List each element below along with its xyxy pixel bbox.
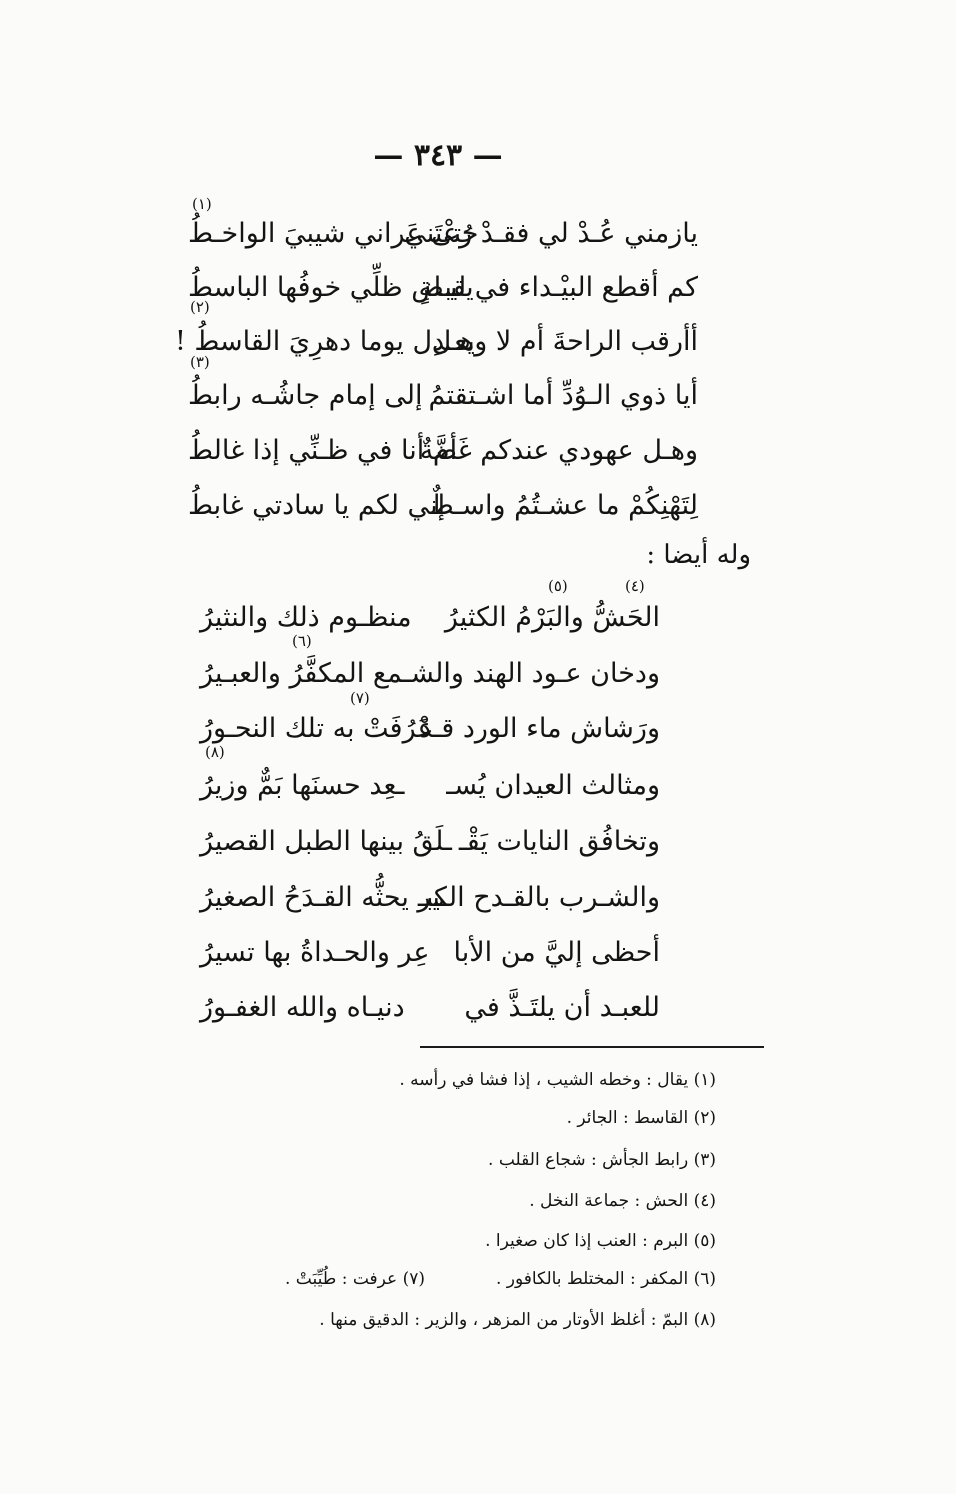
verse-second-hemistich: ـير يحثُّه القـدَحُ الصغيرُ [200,882,449,913]
verse-first-hemistich: لِتَهْنِكُمْ ما عشـتُمُ واسـطٌ [428,490,698,521]
poem1-verse-5 [188,425,698,477]
verse-second-hemistich: ـمع المكفَّرُ والعبـيرُ [200,658,411,689]
footnote-marker: (٨) [205,743,225,761]
verse-first-hemistich: أحظى إليَّ من الأبا [453,937,660,968]
verse-first-hemistich: وتخافُق النايات يَقْـ [458,826,660,857]
verse-second-hemistich: إلى إمام جاشُـه رابطُ [188,380,423,411]
verse-first-hemistich: وهـل عهودي عندكم غَضَّةٌ [419,435,698,466]
verse-first-hemistich: كم أقطع البيْـداء في ليـلةٍ [418,272,698,303]
verse-first-hemistich: أيا ذوي الـوُدِّ أما اشـتقتمُ [428,380,698,411]
section-heading: وله أيضا : [646,540,751,570]
verse-second-hemistich: إني لكم يا سادتي غابطُ [188,490,446,521]
verse-second-hemistich: ـلَقُ بينها الطبل القصيرُ [200,826,452,857]
footnote-3: (٣) رابط الجأش : شجاع القلب . [488,1150,716,1170]
footnote-marker: (١) [192,195,212,213]
verse-second-hemistich: يقبض ظلِّي خوفُها الباسطُ [188,272,474,303]
verse-second-hemistich: منظـوم ذلك والنثيرُ [200,602,412,633]
verse-first-hemistich: ورَشاش ماء الورد قـدْ [419,713,660,744]
poem1-verse-3 [175,316,698,371]
verse-second-hemistich: أم أنا في ظـنِّي إذا غالطُ [188,435,458,466]
footnote-7: (٧) عرفت : طُيِّبَتْ . [285,1269,425,1289]
verse-first-hemistich: والشـرب بالقـدح الكبـ [417,882,660,913]
footnote-marker: (٥) [548,577,568,595]
verse-first-hemistich: للعبـد أن يلتَـذَّ في [464,992,660,1023]
poem2-verse-1 [200,592,660,644]
footnote-8: (٨) البمّ : أغلظ الأوتار من المزهر ، والزير : الدقيق منها . [319,1310,716,1330]
poem1-verse-4 [188,370,698,422]
footnote-divider [420,1046,764,1048]
verse-second-hemistich: يعـدِل يوما دهرِيَ القاسطُ ! [175,326,475,357]
poem2-verse-5 [200,816,660,868]
verse-first-hemistich: ومثالث العيدان يُسـ [446,770,660,801]
poem2-verse-6 [200,872,660,924]
verse-second-hemistich: عِر والحـداةُ بها تسيرُ [200,937,430,968]
verse-second-hemistich: حتى عَراني شيبيَ الواخـطُ [188,218,479,249]
verse-first-hemistich: ودخان عـود الهند والشـ [403,658,660,689]
footnote-2: (٢) القاسط : الجائر . [566,1108,716,1128]
verse-second-hemistich: ـعِد حسنَها بَمٌّ وزيرُ [200,770,405,801]
poem2-verse-2 [200,648,660,700]
poem2-verse-8 [200,982,660,1034]
poem1-verse-1 [188,208,698,260]
verse-second-hemistich: عَرُفَتْ به تلك النحـورُ [200,713,434,744]
verse-first-hemistich: الحَشُّ والبَرْمُ الكثيرُ [444,602,660,633]
page-number: — ٣٤٣ — [373,138,503,173]
poem2-verse-3 [200,703,660,755]
footnote-marker: (٧) [350,689,370,707]
poem2-verse-4 [200,760,660,812]
poem2-verse-7 [200,927,660,979]
footnote-6: (٦) المكفر : المختلط بالكافور . [495,1269,716,1289]
poem1-verse-2 [188,262,698,314]
poem1-verse-6 [188,480,698,532]
verse-first-hemistich: يازمني عُـدْ لي فقـدْ رُعْتَني [404,218,698,249]
footnote-marker: (٦) [292,632,312,650]
footnote-marker: (٤) [625,577,645,595]
footnote-5: (٥) البرم : العنب إذا كان صغيرا . [485,1231,716,1251]
footnote-marker: (٣) [190,353,210,371]
verse-second-hemistich: دنيـاه والله الغفـورُ [200,992,405,1023]
verse-first-hemistich: أأرقب الراحةَ أم لا وهـل [431,326,698,357]
footnote-marker: (٢) [190,298,210,316]
footnote-4: (٤) الحش : جماعة النخل . [529,1191,716,1211]
footnote-1: (١) يقال : وخطه الشيب ، إذا فشا في رأسه . [399,1070,716,1090]
